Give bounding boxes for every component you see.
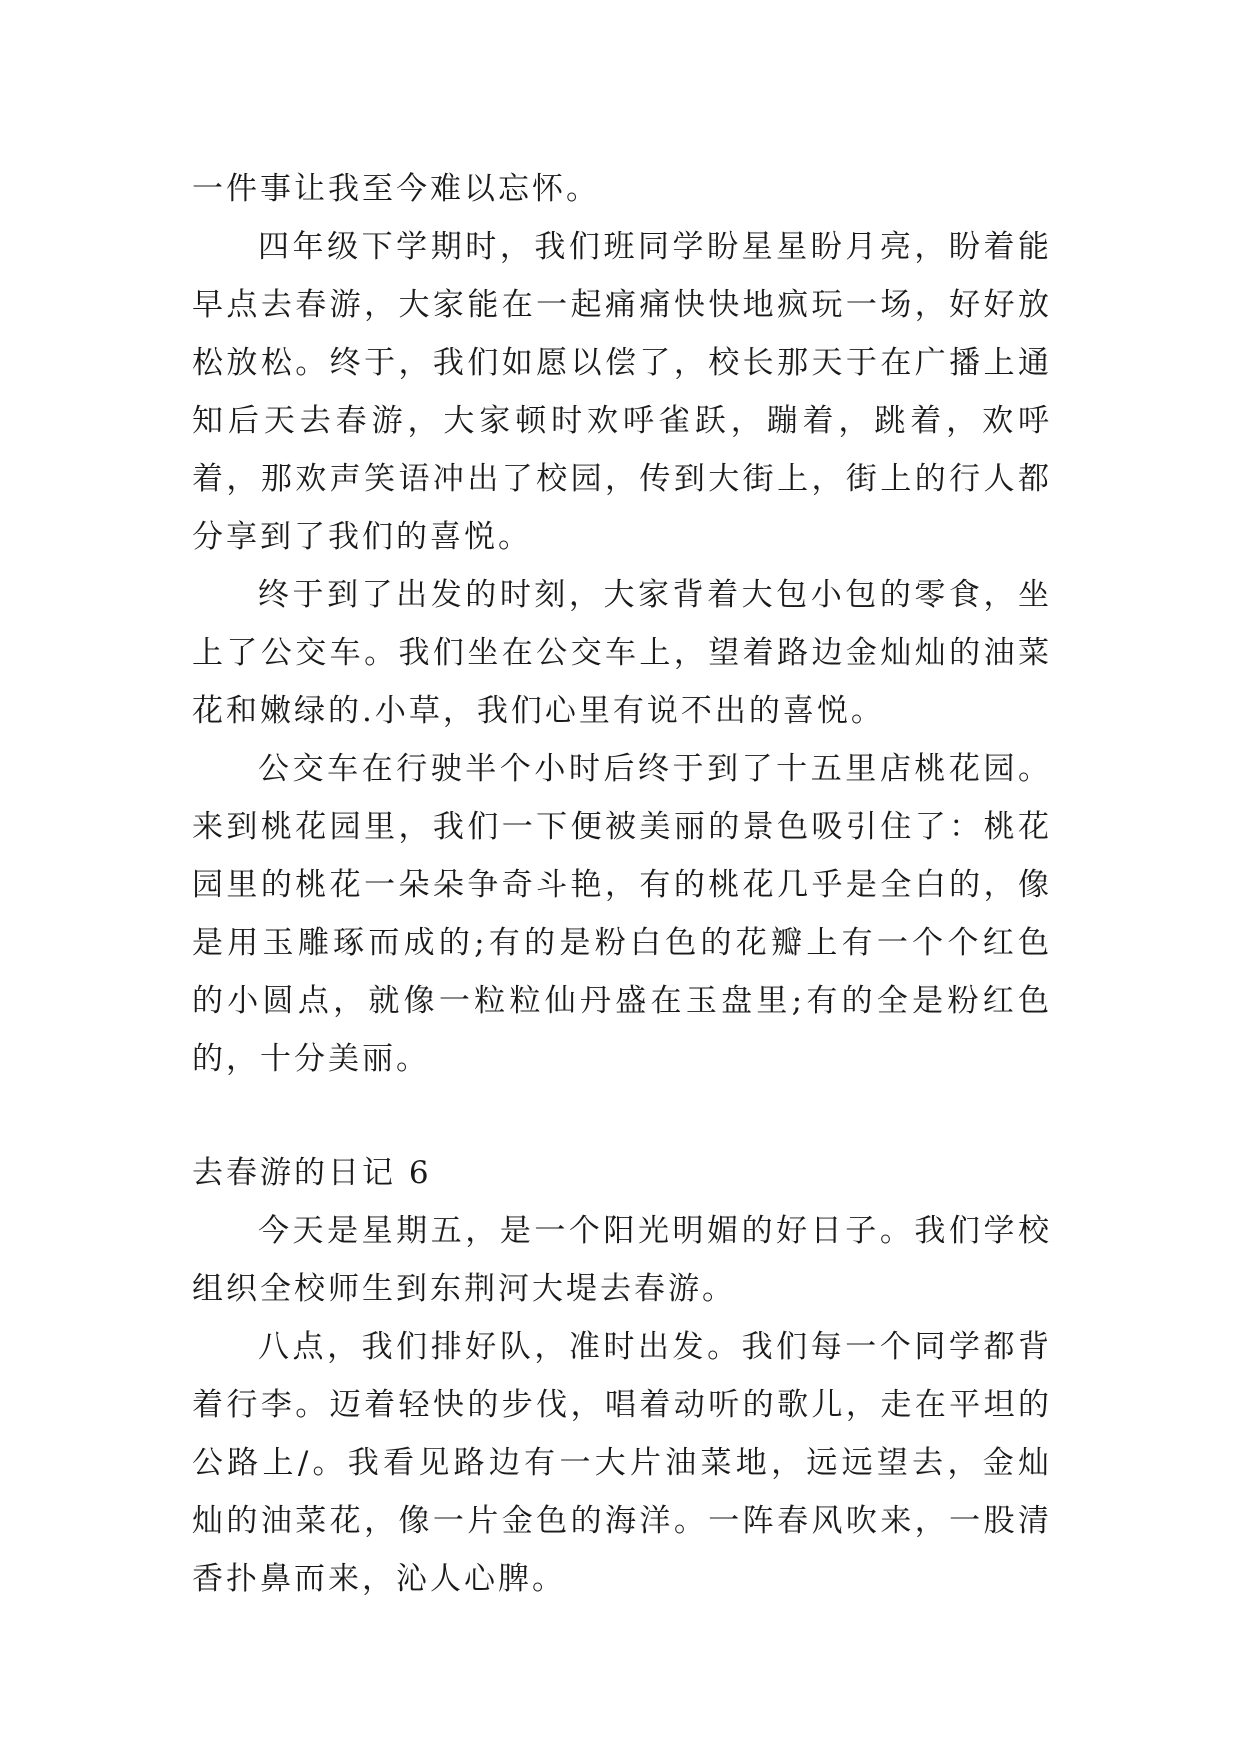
paragraph-continuation: 一件事让我至今难以忘怀。 (192, 171, 600, 207)
paragraph-peach-garden: 公交车在行驶半个小时后终于到了十五里店桃花园。来到桃花园里，我们一下便被美丽的景色吸引住了：桃花园里的桃花一朵朵争奇斗艳，有的桃花几乎是全白的，像是用玉雕琢而成的;有的是粉白色的花瓣上有一个个红色的小圆点，就像一粒粒仙丹盛在玉盘里;有的全是粉红色的，十分美丽。 (192, 751, 1052, 1077)
paragraph-departure: 终于到了出发的时刻，大家背着大包小包的零食，坐上了公交车。我们坐在公交车上，望着路边金灿灿的油菜花和嫩绿的.小草，我们心里有说不出的喜悦。 (192, 577, 1052, 729)
paragraph-eight-oclock: 八点，我们排好队，准时出发。我们每一个同学都背着行李。迈着轻快的步伐，唱着动听的歌儿，走在平坦的公路上/。我看见路边有一大片油菜地，远远望去，金灿灿的油菜花，像一片金色的海洋。一阵春风吹来，一股清香扑鼻而来，沁人心脾。 (192, 1329, 1052, 1597)
document-body (192, 160, 1052, 1608)
paragraph-friday: 今天是星期五，是一个阳光明媚的好日子。我们学校组织全校师生到东荆河大堤去春游。 (192, 1213, 1052, 1307)
section-title: 去春游的日记 6 (192, 1155, 432, 1191)
paragraph-announcement: 四年级下学期时，我们班同学盼星星盼月亮，盼着能早点去春游，大家能在一起痛痛快快地疯玩一场，好好放松放松。终于，我们如愿以偿了，校长那天于在广播上通知后天去春游，大家顿时欢呼雀跃，蹦着，跳着，欢呼着，那欢声笑语冲出了校园，传到大街上，街上的行人都分享到了我们的喜悦。 (192, 229, 1052, 555)
